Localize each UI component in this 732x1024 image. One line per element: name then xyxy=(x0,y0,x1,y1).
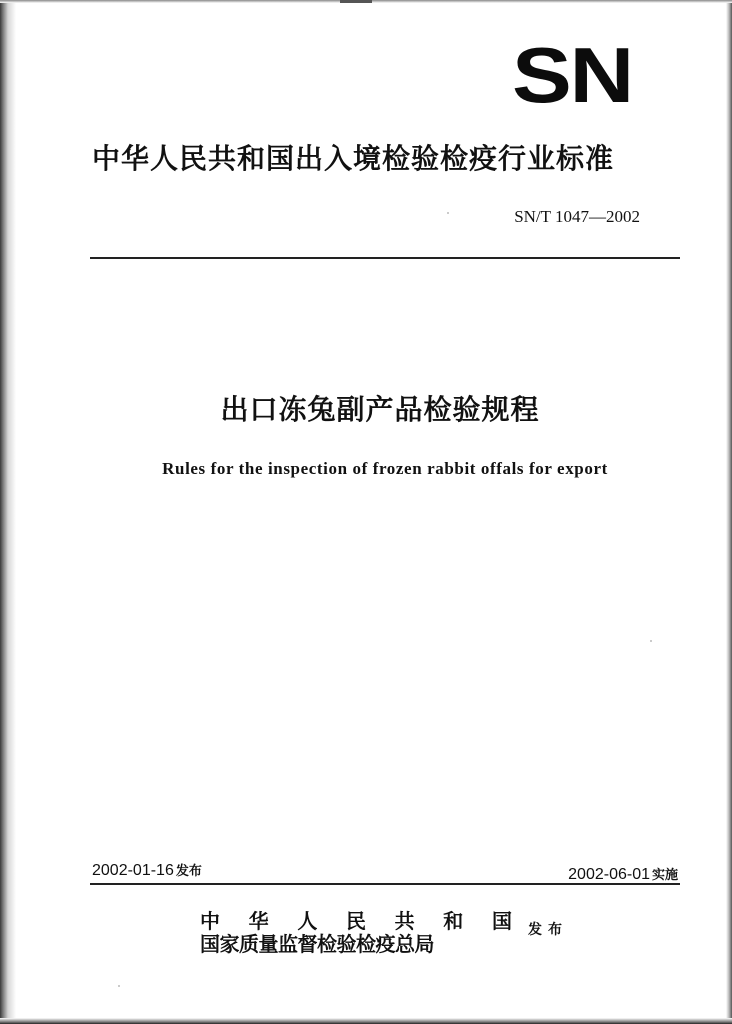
issuer-agency-line: 国家质量监督检验检疫总局 xyxy=(200,932,434,956)
issuer-char: 民 xyxy=(345,909,366,933)
release-date: 2002-01-16 xyxy=(92,862,174,879)
agency-heading: 中华人民共和国出入境检验检疫行业标准 xyxy=(92,142,615,175)
implementation-date-block xyxy=(568,865,678,885)
scan-speck xyxy=(650,640,652,642)
scan-edge-right xyxy=(726,0,732,1024)
implementation-label: 实施 xyxy=(651,867,678,882)
issuer-char: 共 xyxy=(394,909,415,933)
document-title-english: Rules for the inspection of frozen rabbit offals for export xyxy=(162,459,608,478)
footer-divider xyxy=(90,883,680,885)
issuer-action: 发布 xyxy=(528,922,568,938)
release-date-block xyxy=(92,861,202,881)
issuer-country-line xyxy=(200,909,512,933)
release-label: 发布 xyxy=(175,863,202,878)
document-title-chinese: 出口冻兔副产品检验规程 xyxy=(220,393,540,426)
implementation-date: 2002-06-01 xyxy=(568,866,650,883)
scan-speck xyxy=(118,985,120,987)
sn-logo: SN xyxy=(512,31,633,119)
scan-edge-left xyxy=(0,0,16,1024)
issuer-char: 中 xyxy=(200,909,220,933)
issuer-char: 人 xyxy=(297,909,318,933)
scan-speck xyxy=(447,212,449,214)
issuer-char: 华 xyxy=(248,909,269,933)
scan-top-mark xyxy=(340,0,372,3)
issuer-char: 国 xyxy=(491,909,512,933)
standard-number: SN/T 1047—2002 xyxy=(514,207,640,226)
issuer-char: 和 xyxy=(443,909,464,933)
header-divider xyxy=(90,257,680,259)
scan-edge-bottom xyxy=(0,1018,732,1024)
